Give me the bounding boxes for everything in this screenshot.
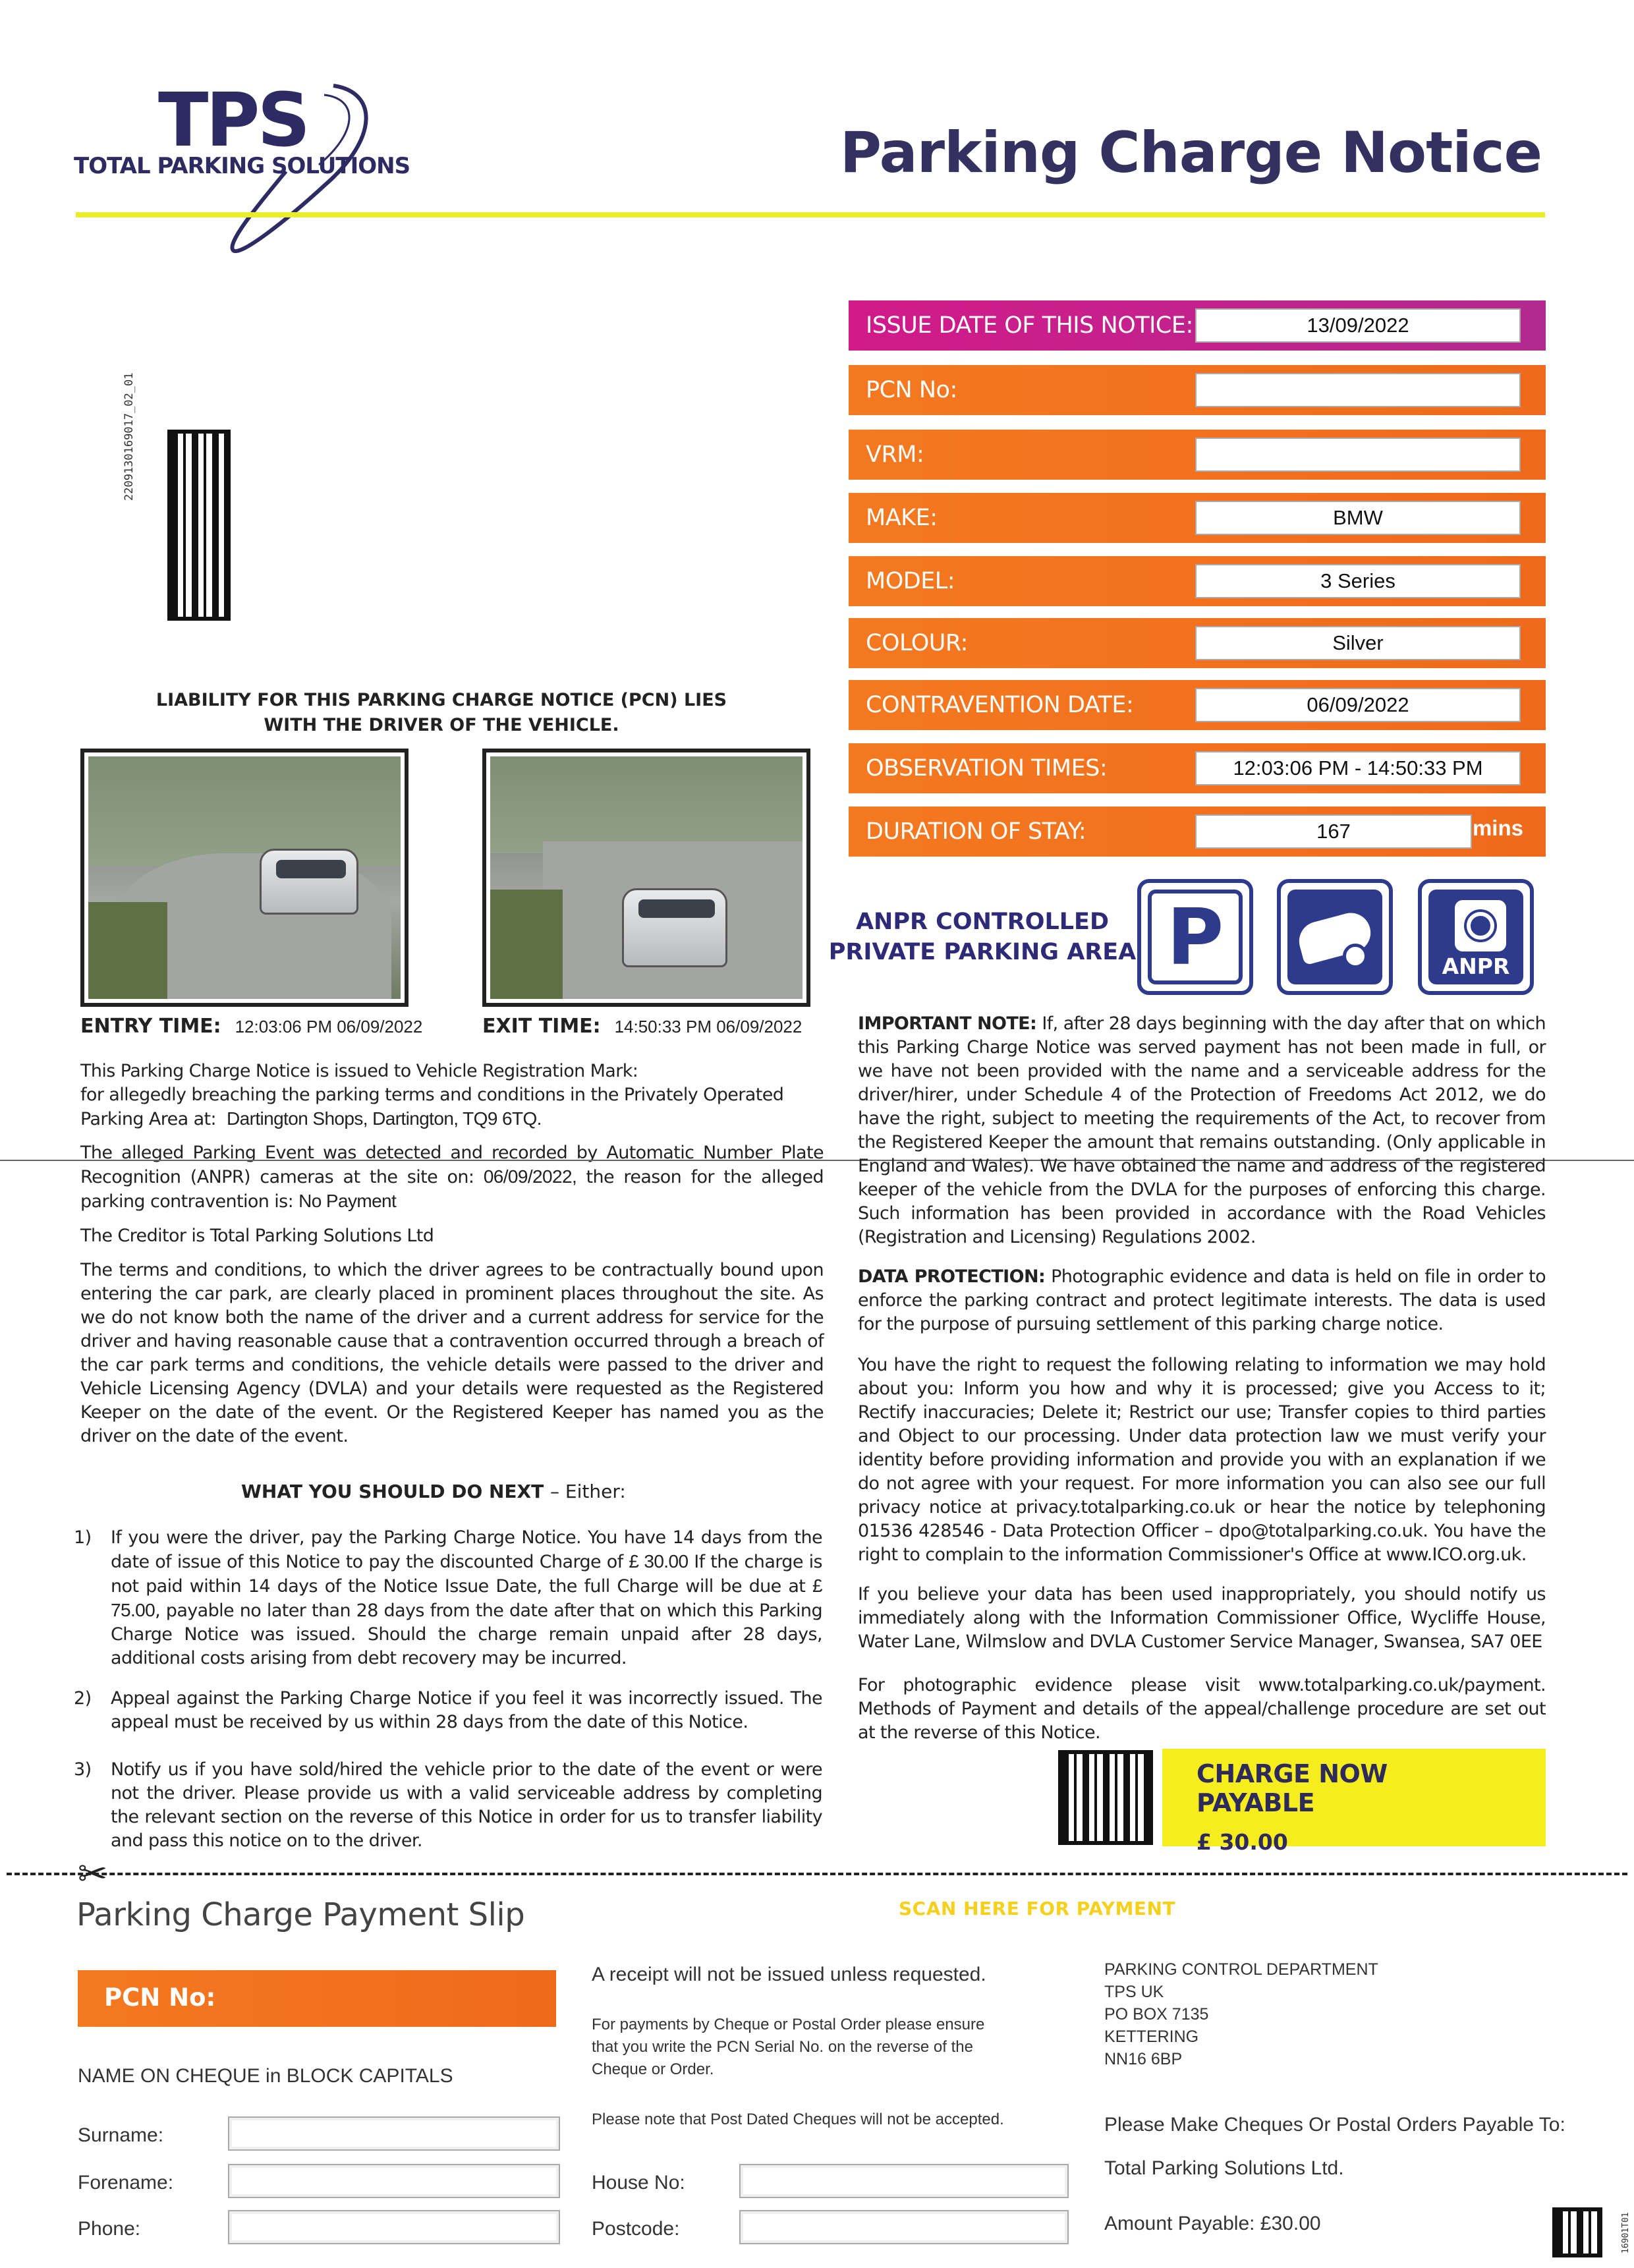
surname-field[interactable] [228,2116,560,2151]
issue-date-value: 13/09/2022 [1195,308,1521,343]
duration-value: 167 [1195,814,1472,849]
model-value: 3 Series [1195,564,1521,598]
next-step-3 [74,1758,822,1853]
address-line: KETTERING [1104,2027,1199,2046]
anpr-sign-label: ANPR [1442,953,1510,979]
phone-label: Phone: [78,2218,141,2240]
logo-name: TOTAL PARKING SOLUTIONS [74,153,410,179]
amount-payable: Amount Payable: £30.00 [1104,2213,1321,2234]
charge-title: CHARGE NOW PAYABLE [1197,1759,1388,1817]
exit-time-value: 14:50:33 PM 06/09/2022 [614,1017,803,1036]
step-number: 3) [74,1759,92,1780]
scan-for-payment: SCAN HERE FOR PAYMENT [899,1898,1176,1919]
pcn-label: PCN No: [866,377,957,403]
step-1-text-c: , payable no later than 28 days from the date after that on which this Parking Charge Notice was issued. Should the charge remain unpaid after 28 days, additional costs arising from debt recovery may be incurred. [111,1601,822,1668]
pcn-value [1195,373,1521,407]
liability-statement: LIABILITY FOR THIS PARKING CHARGE NOTICE (PCN) LIES WITH THE DRIVER OF THE VEHICLE. [155,690,727,735]
parking-sign-icon [1137,879,1253,995]
house-no-label: House No: [592,2172,685,2194]
terms-paragraph: The terms and conditions, to which the driver agrees to be contractually bound upon entering the car park, are clearly placed in prominent places throughout the site. As we do not know both the name of the driver and a current address for service for the driver and having reasonable cause that a contravention occurred through a breach of the car park terms and conditions, the vehicle details were passed to the driver and Vehicle Licensing Agency (DVLA) and your details were requested as the Registered Keeper on the date of the event. Or the Registered Keeper has named you as the driver on the date of the event. [80,1260,824,1446]
step-1-text-a: If you were the driver, pay the Parking Charge Notice. You have 14 days from the date of issue of this Notice to pay the discounted Charge of [111,1527,822,1572]
issue-date-label: ISSUE DATE OF THIS NOTICE: [866,312,1193,339]
issued-to-paragraph [80,1060,818,1131]
logo-letters: TPS [158,78,308,163]
duration-label: DURATION OF STAY: [866,818,1086,845]
anpr-line-2: PRIVATE PARKING AREA [828,939,1137,965]
barcode-icon [167,430,231,621]
step-1-text-b: If the charge is not paid within 14 days of the Notice Issue Date, the full Charge will be due at [111,1552,822,1597]
issue-date-row [849,300,1546,351]
entry-photo [80,749,408,1007]
scissors-icon: ✂ [78,1854,108,1894]
address-line: NN16 6BP [1104,2050,1183,2068]
important-note-text: If, after 28 days beginning with the day after that on which this Parking Charge Notice was served payment has not been made in full, or we have not been provided with the name and a serviceable address for the driver/hirer, under Schedule 4 of the Protection of Freedoms Act 2012, we do have the right, subject to meeting the requirements of the Act, to recover from the Registered Keeper the amount that remains outstanding. (Only applicable in England and Wales). We have obtained the name and address of the registered keeper of the vehicle from the DVLA for the purposes of enforcing this charge. Such information has been provided in accordance with the Road Vehicles (Registration and Licensing) Regulations 2002. [858,1013,1546,1247]
contravention-date-row [849,680,1546,730]
model-label: MODEL: [866,568,955,594]
receipt-note: A receipt will not be issued unless requested. [592,1964,986,1985]
anpr-line-1: ANPR CONTROLLED [855,909,1110,935]
location-value: Dartington Shops, Dartington, TQ9 6TQ. [227,1108,542,1129]
step-number: 2) [74,1688,92,1709]
colour-value: Silver [1195,626,1521,660]
payment-qr-icon[interactable] [1058,1750,1153,1845]
breach-text [80,1083,799,1131]
anpr-camera-icon [1418,879,1534,995]
cut-line [7,1873,1627,1875]
make-row [849,493,1546,543]
observation-times-value: 12:03:06 PM - 14:50:33 PM [1195,751,1521,785]
anpr-detection-text: The alleged Parking Event was detected and recorded by Automatic Number Plate Recognition (ANPR) cameras at the site on: [80,1143,824,1187]
next-steps-heading [241,1481,626,1502]
step-2-text: Appeal against the Parking Charge Notice if you feel it was incorrectly issued. The appeal must be received by us within 28 days from the date of this Notice. [111,1688,822,1732]
colour-label: COLOUR: [866,630,968,656]
make-value: BMW [1195,501,1521,535]
phone-field[interactable] [228,2210,560,2244]
make-label: MAKE: [866,505,938,531]
duration-row [849,807,1546,857]
forename-label: Forename: [78,2172,174,2194]
breach-text-body: for allegedly breaching the parking terms and conditions in the Privately Operated Parking Area at: [80,1085,784,1129]
anpr-heading [828,907,1137,967]
surname-label: Surname: [78,2124,164,2146]
payable-to-label: Please Make Cheques Or Postal Orders Payable To: [1104,2114,1565,2136]
next-step-2 [74,1687,822,1734]
issued-to-text: This Parking Charge Notice is issued to Vehicle Registration Mark: [80,1061,638,1081]
colour-row [849,618,1546,668]
entry-time [80,1015,422,1038]
exit-time-label: EXIT TIME: [482,1015,601,1038]
detection-date: 06/09/2022, [483,1166,577,1187]
full-charge: £ 75.00 [111,1575,822,1620]
header-divider [76,212,1545,217]
observation-times-label: OBSERVATION TIMES: [866,755,1108,781]
rights-paragraph: You have the right to request the following relating to information we may hold about you: Inform you how and why it is processed; give you Access to it; Rectify inaccuracies; Delete it; Restrict our use; Transfer copies to third parties and Object to our processing. Under data protection law we must verify your identity before providing information and provide you with an explanation if we do not agree with your request. For more information you can also see our full privacy notice at privacy.totalparking.co.uk or hear the notice by telephoning 01536 428546 - Data Protection Officer – dpo@totalparking.co.uk. You have the right to complain to the information Commissioner's Office at www.ICO.org.uk. [858,1355,1546,1565]
house-no-field[interactable] [739,2164,1069,2198]
payee-name: Total Parking Solutions Ltd. [1104,2157,1344,2179]
address-line: TPS UK [1104,1983,1164,2001]
observation-times-row [849,743,1546,793]
forename-field[interactable] [228,2164,560,2198]
entry-time-value: 12:03:06 PM 06/09/2022 [235,1017,423,1036]
name-on-cheque-heading: NAME ON CHEQUE in BLOCK CAPITALS [78,2065,453,2087]
next-step-1 [74,1526,822,1670]
postcode-label: Postcode: [592,2218,680,2240]
data-protection [858,1265,1546,1336]
exit-photo [482,749,810,1007]
model-row [849,556,1546,606]
next-steps-either: – Either: [550,1481,626,1502]
data-protection-label: DATA PROTECTION: [858,1266,1046,1287]
step-number: 1) [74,1527,92,1548]
entry-time-label: ENTRY TIME: [80,1015,221,1038]
cheque-instructions: For payments by Cheque or Postal Order please ensure that you write the PCN Serial No. on the reverse of the Cheque or Order. [592,2016,985,2078]
anpr-detection-paragraph [80,1141,824,1214]
parking-sign-letter: P [1166,892,1224,982]
charge-amount: £ 30.00 [1197,1829,1288,1855]
next-steps-title: WHAT YOU SHOULD DO NEXT [241,1481,544,1502]
footer-id: 16901T01 [1621,2212,1631,2254]
exit-time [482,1015,802,1038]
important-note [858,1012,1546,1249]
post-dated-note: Please note that Post Dated Cheques will not be accepted. [592,2111,1004,2128]
data-protection-text: Photographic evidence and data is held on file in order to enforce the parking contract and protect legitimate interests. The data is used for the purpose of pursuing settlement of this parking charge notice. [858,1266,1546,1334]
slip-pcn-label: PCN No: [104,1983,216,2012]
page-title: Parking Charge Notice [839,120,1542,186]
charge-now-payable [1162,1749,1546,1855]
reason-value: No Payment [298,1191,397,1211]
vrm-row [849,430,1546,480]
address-line: PO BOX 7135 [1104,2005,1209,2024]
slip-qr-icon [1552,2207,1602,2257]
contravention-date-value: 06/09/2022 [1195,688,1521,722]
postal-address [1104,1958,1378,2070]
creditor-text: The Creditor is Total Parking Solutions Ltd [80,1226,434,1246]
important-note-label: IMPORTANT NOTE: [858,1013,1037,1034]
photo-evidence-paragraph: For photographic evidence please visit www.totalparking.co.uk/payment. Methods of Payment and details of the appeal/challenge procedure are set out at the reverse of this Notice. [858,1675,1546,1743]
reason-text: the reason for the alleged parking contravention is: [80,1167,824,1212]
postcode-field[interactable] [739,2210,1069,2244]
duration-unit: mins [1472,816,1523,840]
address-line: PARKING CONTROL DEPARTMENT [1104,1960,1378,1979]
vrm-value [1195,438,1521,472]
slip-pcn-bar [78,1970,556,2027]
payment-slip-title: Parking Charge Payment Slip [76,1896,525,1933]
misuse-paragraph: If you believe your data has been used inappropriately, you should notify us immediately along with the Information Commissioner Office, Wycliffe House, Water Lane, Wilmslow and DVLA Customer Service Manager, Swansea, SA7 0EE [858,1584,1546,1652]
discounted-charge: £ 30.00 [629,1551,689,1572]
step-3-text: Notify us if you have sold/hired the vehicle prior to the date of the event or were not the driver. Please provide us with a valid serviceable address by completing the relevant section on the reverse of this Notice in order for us to transfer liability and pass this notice on to the driver. [111,1759,822,1851]
pay-coin-icon [1277,879,1393,995]
pcn-row [849,365,1546,415]
vrm-label: VRM: [866,441,924,468]
barcode-id: 2209130169017_02_01 [123,372,136,501]
contravention-date-label: CONTRAVENTION DATE: [866,692,1134,718]
